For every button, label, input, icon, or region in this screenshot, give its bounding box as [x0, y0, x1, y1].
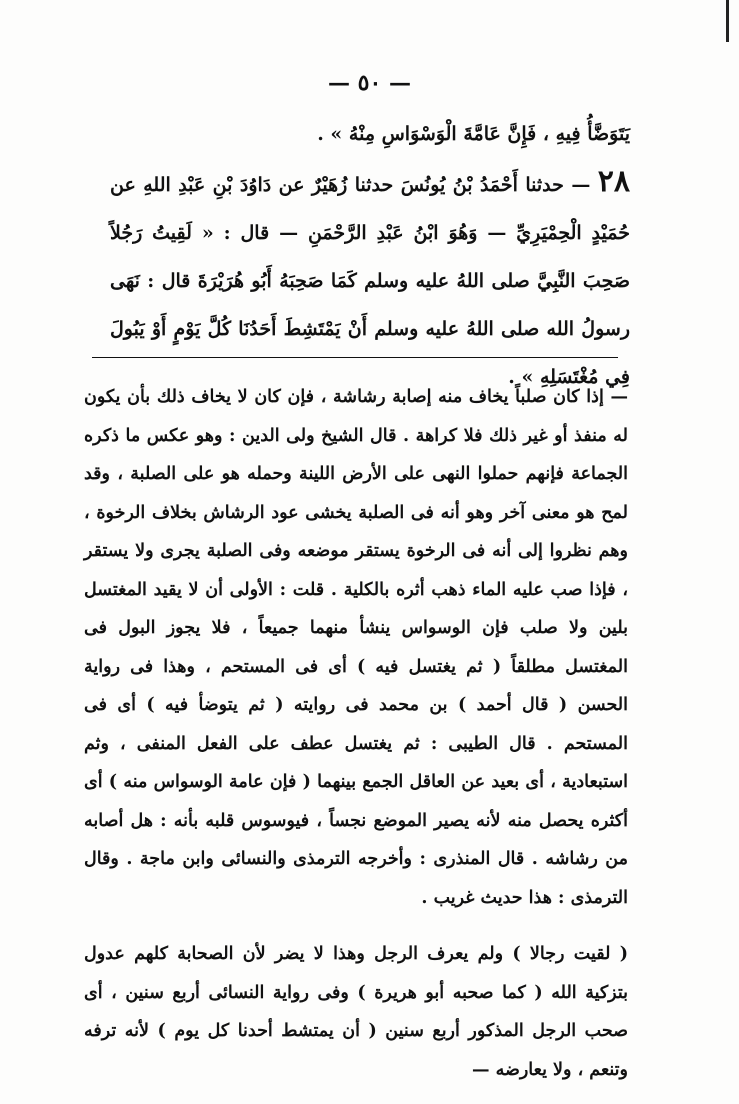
previous-hadith-continuation: يَتَوَضَّأُ فِيهِ ، فَإِنَّ عَامَّةَ الْوَسْوَاسِ مِنْهُ » .	[317, 123, 630, 145]
hadith-number: ٢٨	[597, 164, 630, 199]
commentary-text	[84, 378, 628, 1089]
footnote-divider	[92, 357, 618, 358]
hadith-paragraph	[110, 158, 630, 401]
page-number: — ٥٠ —	[328, 70, 411, 96]
commentary-paragraph-2: ( لقيت رجالا ) ولم يعرف الرجل وهذا لا يضر لأن الصحابة كلهم عدول بتزكية الله ( كما صحبه أبو هريرة ) وفى رواية النسائى أربع سنين ، أى صحب الرجل المذكور أربع سنين ( أن يمتشط أحدنا كل يوم ) لأنه ترفه وتنعم ، ولا يعارضه —	[84, 944, 628, 1080]
scan-edge-mark	[726, 0, 729, 42]
hadith-text: — حدثنا أَحْمَدُ بْنُ يُونُسَ حدثنا زُهَيْرٌ عن دَاوُدَ بْنِ عَبْدِ اللهِ عن حُمَيْدٍ الْحِمْيَرِيِّ — وَهُوَ ابْنُ عَبْدِ الرَّحْمَنِ — قال : « لَقِيتُ رَجُلاً صَحِبَ النَّبِيَّ صلى اللهُ عليه وسلم كَمَا صَحِبَهُ أَبُو هُرَيْرَةَ قال : نَهَى رسولُ الله صلى اللهُ عليه وسلم أَنْ يَمْتَشِطَ أَحَدُنَا كُلَّ يَوْمٍ أَوْ يَبُولَ فِي مُغْتَسَلِهِ » .	[110, 174, 630, 388]
commentary-paragraph-1: — إذا كان صلباً يخاف منه إصابة رشاشة ، فإن كان لا يخاف ذلك بأن يكون له منفذ أو غير ذلك فلا كراهة . قال الشيخ ولى الدين : وهو عكس ما ذكره الجماعة فإنهم حملوا النهى على الأرض اللينة وحمله هو على الصلبة ، وقد لمح هو معنى آخر وهو أنه فى الصلبة يخشى عود الرشاش بخلاف الرخوة ، وهم نظروا إلى أنه فى الرخوة يستقر موضعه وفى الصلبة يجرى ولا يستقر ، فإذا صب عليه الماء ذهب أثره بالكلية . قلت : الأولى أن لا يقيد المغتسل بلين ولا صلب فإن الوسواس ينشأ منهما جميعاً ، فلا يجوز البول فى المغتسل مطلقاً ( ثم يغتسل فيه ) أى فى المستحم ، وهذا فى رواية الحسن ( قال أحمد ) بن محمد فى روايته ( ثم يتوضأ فيه ) أى فى المستحم . قال الطيبى : ثم يغتسل عطف على الفعل المنفى ، وثم استبعادية ، أى بعيد عن العاقل الجمع بينهما ( فإن عامة الوسواس منه ) أى أكثره يحصل منه لأنه يصير الموضع نجساً ، فيوسوس قلبه بأنه : هل أصابه من رشاشه . قال المنذرى : وأخرجه الترمذى والنسائى وابن ماجة . وقال الترمذى : هذا حديث غريب .	[84, 387, 628, 908]
